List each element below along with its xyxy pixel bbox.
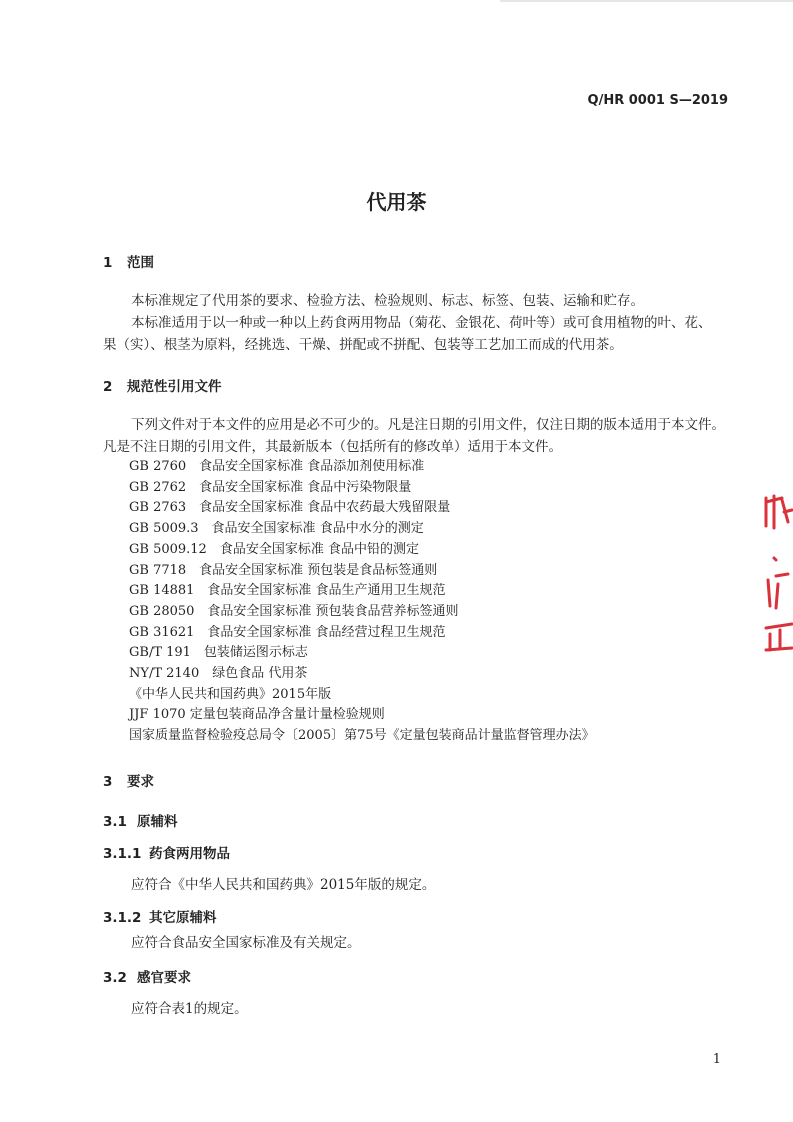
paragraph: 应符合表1的规定。 — [131, 1001, 248, 1017]
section-number: 3.2 — [103, 970, 127, 986]
paragraph: 应符合食品安全国家标准及有关规定。 — [131, 935, 361, 951]
page-title: 代用茶 — [366, 190, 427, 214]
reference-item: GB/T 191 包装储运图示标志 — [129, 645, 308, 661]
section-number: 1 — [103, 255, 113, 271]
paragraph: 本标准规定了代用茶的要求、检验方法、检验规则、标志、标签、包装、运输和贮存。 — [131, 293, 644, 309]
section-title: 药食两用物品 — [149, 846, 230, 862]
scan-edge-line — [500, 0, 793, 2]
section-title: 要求 — [127, 774, 154, 790]
paragraph-continuation: 果（实）、根茎为原料，经挑选、干燥、拼配或不拼配、包装等工艺加工而成的代用茶。 — [103, 337, 623, 353]
reference-item: GB 28050 食品安全国家标准 预包装食品营养标签通则 — [129, 603, 459, 619]
section-number: 3 — [103, 774, 113, 790]
section-title: 范围 — [127, 255, 154, 271]
paragraph: 下列文件对于本文件的应用是必不可少的。凡是注日期的引用文件，仅注日期的版本适用于本文件。 — [131, 417, 725, 433]
section-number: 3.1 — [103, 814, 127, 830]
reference-item: GB 7718 食品安全国家标准 预包装是食品标签通则 — [129, 562, 438, 578]
section-3-heading — [103, 770, 154, 790]
seal-stamp — [762, 488, 793, 653]
reference-item: NY/T 2140 绿色食品 代用茶 — [129, 666, 308, 682]
reference-item: GB 31621 食品安全国家标准 食品经营过程卫生规范 — [129, 624, 446, 640]
reference-item: GB 5009.12 食品安全国家标准 食品中铅的测定 — [129, 541, 419, 557]
reference-item: 《中华人民共和国药典》2015年版 — [129, 686, 332, 702]
reference-item: GB 2763 食品安全国家标准 食品中农药最大残留限量 — [129, 500, 451, 516]
reference-item: GB 14881 食品安全国家标准 食品生产通用卫生规范 — [129, 583, 446, 599]
section-2-heading — [103, 375, 222, 395]
reference-item: 国家质量监督检验疫总局令〔2005〕第75号《定量包装商品计量监督管理办法》 — [129, 728, 595, 744]
reference-item: GB 2760 食品安全国家标准 食品添加剂使用标准 — [129, 459, 425, 474]
reference-item: JJF 1070 定量包装商品净含量计量检验规则 — [129, 707, 385, 723]
section-3-2-heading — [103, 966, 191, 986]
reference-item: GB 2762 食品安全国家标准 食品中污染物限量 — [129, 479, 412, 495]
reference-item: GB 5009.3 食品安全国家标准 食品中水分的测定 — [129, 521, 424, 537]
section-title: 感官要求 — [137, 970, 191, 986]
section-title: 原辅料 — [137, 814, 178, 830]
section-title: 其它原辅料 — [149, 910, 217, 926]
section-number: 2 — [103, 379, 113, 395]
paragraph-continuation: 凡是不注日期的引用文件，其最新版本（包括所有的修改单）适用于本文件。 — [103, 439, 562, 455]
section-3-1-2-heading — [103, 906, 217, 926]
paragraph: 应符合《中华人民共和国药典》2015年版的规定。 — [131, 877, 436, 893]
section-1-heading — [103, 251, 154, 271]
paragraph: 本标准适用于以一种或一种以上药食两用物品（菊花、金银花、荷叶等）或可食用植物的叶、花、 — [131, 315, 712, 331]
standard-code: Q/HR 0001 S—2019 — [587, 93, 728, 108]
page-number: 1 — [712, 1052, 721, 1067]
section-number: 3.1.2 — [103, 910, 142, 926]
section-3-1-heading — [103, 810, 178, 830]
section-number: 3.1.1 — [103, 846, 142, 862]
reference-list — [129, 457, 595, 747]
section-3-1-1-heading — [103, 842, 230, 862]
section-title: 规范性引用文件 — [127, 379, 222, 395]
